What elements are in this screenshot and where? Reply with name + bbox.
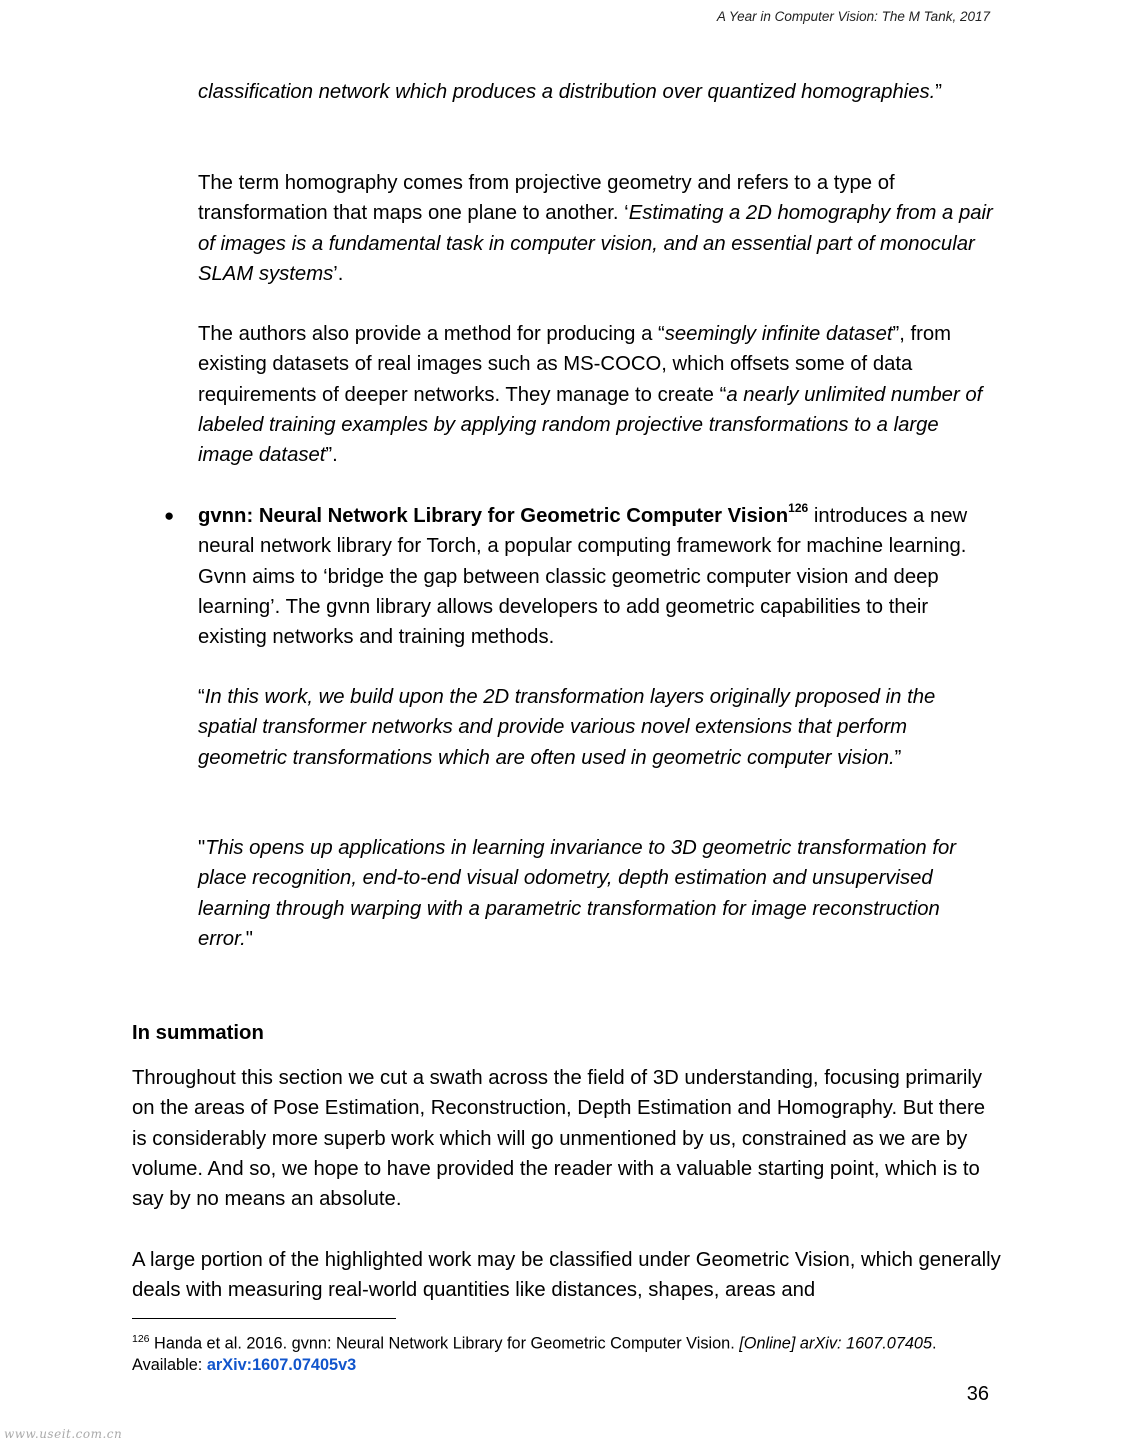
text-run: introduces a new neural network library for Torch, a popular computing framework for machine learning. Gvnn aims to ‘bridge the gap between classic geometric computer vision and deep learning’. The gvnn library allows developers to add geometric capabilities to their existing networks and training methods.	[198, 505, 968, 649]
quote-mark: ”	[935, 81, 943, 103]
quote-mark: "	[198, 837, 206, 859]
text-run: ”.	[325, 444, 338, 467]
summation-paragraph-1: Throughout this section we cut a swath across the field of 3D understanding, focusing primarily on the areas of Pose Estimation, Reconstruction, Depth Estimation and Homography. But there is considerably more superb work which will go unmentioned by us, constrained as we are by volume. And so, we hope to have provided the reader with a valuable starting point, which is to say by no means an absolute.	[132, 1067, 986, 1211]
footnote-number: 126	[132, 1333, 150, 1345]
italic-text: In this work, we build upon the 2D transformation layers originally proposed in the spatial transformer networks and provide various novel extensions that perform geometric transformations which are often used in geometric computer vision.	[198, 686, 936, 769]
bullet-item-gvnn	[198, 501, 998, 652]
bullet-title: gvnn: Neural Network Library for Geometric Computer Vision	[198, 505, 789, 527]
text-run: ’.	[333, 262, 344, 285]
quote-mark: "	[245, 927, 253, 950]
text-run: The authors also provide a method for producing a “	[198, 323, 665, 345]
footnote-divider	[132, 1318, 396, 1319]
text-run: Handa et al. 2016. gvnn: Neural Network Library for Geometric Computer Vision.	[149, 1334, 740, 1353]
footnote	[132, 1328, 992, 1376]
italic-text: a nearly unlimited number of labeled training examples by applying random projective transformations to a large image dataset	[198, 383, 983, 467]
summation-paragraph-2: A large portion of the highlighted work may be classified under Geometric Vision, which generally deals with measuring real-world quantities like distances, shapes, areas and	[132, 1249, 1001, 1302]
section-heading: In summation	[132, 1022, 264, 1044]
paragraph-quote-end	[198, 77, 998, 107]
watermark: www.useit.com.cn	[4, 1427, 123, 1441]
italic-text: This opens up applications in learning invariance to 3D geometric transformation for place recognition, end-to-end visual odometry, depth estimation and unsupervised learning through warping with a parametric transformation for image reconstruction error.	[198, 837, 957, 950]
footnote-ref[interactable]: 126	[788, 501, 809, 516]
text-run: The term homography comes from projective geometry and refers to a type of transformation that maps one plane to another. ‘	[198, 172, 895, 225]
page-number: 36	[966, 1383, 989, 1405]
bullet-marker: ●	[164, 506, 175, 525]
paragraph-homography	[198, 168, 998, 289]
quote-mark: ”	[894, 746, 902, 769]
arxiv-link[interactable]: arXiv:1607.07405v3	[206, 1356, 357, 1375]
italic-text: Estimating a 2D homography from a pair of images is a fundamental task in computer vision, and an essential part of monocular SLAM systems	[198, 202, 993, 285]
quote-paragraph-1	[198, 682, 998, 773]
text-run: ”, from existing datasets of real images such as MS-COCO, which offsets some of data requirements of deeper networks. They manage to create “	[198, 323, 952, 406]
quote-paragraph-2	[198, 833, 998, 954]
italic-text: seemingly infinite dataset	[664, 323, 893, 345]
running-header: A Year in Computer Vision: The M Tank, 2017	[716, 9, 990, 24]
paragraph-dataset	[198, 319, 998, 470]
italic-text: classification network which produces a distribution over quantized homographies.	[198, 81, 936, 103]
text-run: . Available:	[132, 1334, 937, 1375]
quote-mark: “	[198, 686, 205, 708]
italic-text: [Online] arXiv: 1607.07405	[739, 1334, 933, 1353]
